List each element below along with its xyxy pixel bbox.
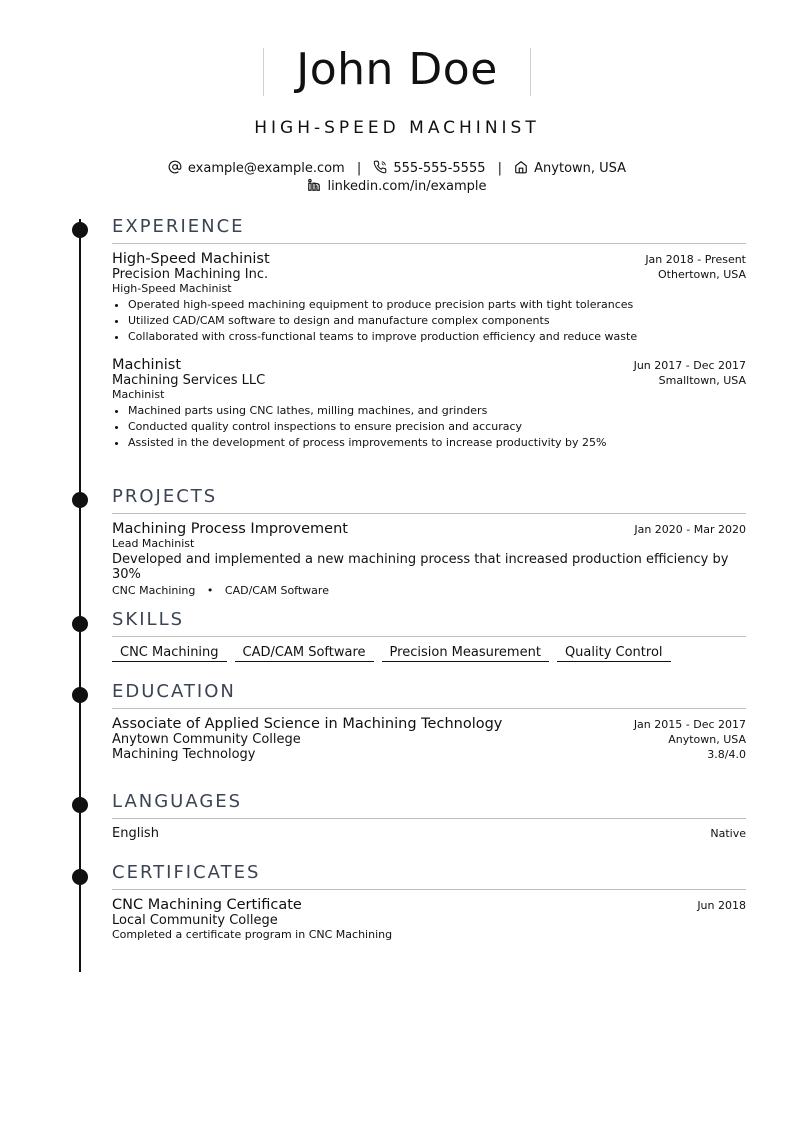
list-item: • Machined parts using CNC lathes, milling machines, and grinders bbox=[128, 403, 746, 419]
contact-line-2 bbox=[0, 178, 794, 196]
project-description: Developed and implemented a new machining process that increased production efficiency by 30% bbox=[112, 552, 729, 582]
responsibility-list bbox=[112, 297, 746, 345]
languages-section bbox=[112, 791, 746, 841]
school-name: Anytown Community College bbox=[112, 732, 301, 747]
section-title-education: EDUCATION bbox=[112, 681, 746, 709]
experience-entry bbox=[112, 251, 746, 345]
projects-section bbox=[112, 486, 746, 597]
contact-separator: | bbox=[497, 161, 503, 176]
certificate-entry bbox=[112, 897, 746, 941]
email-link[interactable]: example@example.com bbox=[187, 161, 345, 176]
project-name: Machining Process Improvement bbox=[112, 521, 348, 537]
entry-school-row bbox=[112, 732, 746, 747]
entry-header-row bbox=[112, 521, 746, 537]
list-item: • Collaborated with cross-functional teams to improve production efficiency and reduce waste bbox=[128, 329, 746, 345]
language-name: English bbox=[112, 826, 159, 841]
company-location: Othertown, USA bbox=[658, 268, 746, 281]
entry-header-row bbox=[112, 357, 746, 373]
timeline-dot-certificates bbox=[72, 869, 88, 885]
contact-line-1 bbox=[0, 160, 794, 178]
date-range: Jun 2017 - Dec 2017 bbox=[633, 359, 746, 372]
section-title-skills: SKILLS bbox=[112, 609, 746, 637]
job-title: HIGH-SPEED MACHINIST bbox=[254, 118, 540, 138]
date-range: Jan 2018 - Present bbox=[645, 253, 746, 266]
candidate-name: John Doe bbox=[296, 44, 498, 95]
timeline-dot-experience bbox=[72, 222, 88, 238]
linkedin-icon bbox=[307, 178, 321, 192]
phone-number: 555-555-5555 bbox=[393, 161, 486, 176]
timeline-dot-education bbox=[72, 687, 88, 703]
skill-tag: CNC Machining bbox=[112, 645, 227, 662]
at-sign-icon bbox=[168, 160, 182, 174]
experience-section bbox=[112, 216, 746, 451]
education-entry bbox=[112, 716, 746, 762]
certificate-name: CNC Machining Certificate bbox=[112, 897, 302, 913]
role-label: High-Speed Machinist bbox=[112, 282, 232, 295]
role-label: Machinist bbox=[112, 388, 165, 401]
phone-icon bbox=[373, 160, 387, 174]
company-location: Smalltown, USA bbox=[658, 374, 746, 387]
skill-tags bbox=[112, 645, 746, 662]
date-range: Jan 2015 - Dec 2017 bbox=[633, 718, 746, 731]
language-level: Native bbox=[710, 827, 746, 840]
company-name: Precision Machining Inc. bbox=[112, 267, 269, 282]
section-title-projects: PROJECTS bbox=[112, 486, 746, 514]
certificate-description: Completed a certificate program in CNC Machining bbox=[112, 928, 393, 941]
skill-tag: Precision Measurement bbox=[382, 645, 549, 662]
section-title-certificates: CERTIFICATES bbox=[112, 862, 746, 890]
certificates-section bbox=[112, 862, 746, 941]
date-range: Jan 2020 - Mar 2020 bbox=[634, 523, 746, 536]
gpa: 3.8/4.0 bbox=[707, 748, 746, 761]
entry-header-row bbox=[112, 897, 746, 913]
tech-item: CNC Machining bbox=[112, 584, 196, 597]
tech-item: CAD/CAM Software bbox=[224, 584, 329, 597]
name-block bbox=[263, 44, 531, 96]
section-title-languages: LANGUAGES bbox=[112, 791, 746, 819]
home-icon bbox=[514, 160, 528, 174]
certificate-date: Jun 2018 bbox=[697, 899, 746, 912]
skill-tag: Quality Control bbox=[557, 645, 671, 662]
certificate-issuer: Local Community College bbox=[112, 913, 278, 928]
contact-separator: | bbox=[356, 161, 362, 176]
entry-field-row bbox=[112, 747, 746, 762]
list-item: • Conducted quality control inspections to ensure precision and accuracy bbox=[128, 419, 746, 435]
project-entry bbox=[112, 521, 746, 597]
entry-company-row bbox=[112, 373, 746, 388]
position-title: Machinist bbox=[112, 357, 182, 373]
education-section bbox=[112, 681, 746, 762]
tech-separator: • bbox=[206, 584, 214, 597]
entry-language-row bbox=[112, 826, 746, 841]
list-item: • Utilized CAD/CAM software to design and manufacture complex components bbox=[128, 313, 746, 329]
project-tech bbox=[112, 584, 746, 597]
timeline-dot-languages bbox=[72, 797, 88, 813]
language-entry bbox=[112, 826, 746, 841]
entry-header-row bbox=[112, 251, 746, 267]
entry-company-row bbox=[112, 267, 746, 282]
experience-entry bbox=[112, 357, 746, 451]
section-title-experience: EXPERIENCE bbox=[112, 216, 746, 244]
degree-name: Associate of Applied Science in Machining Technology bbox=[112, 716, 503, 732]
timeline-dot-skills bbox=[72, 616, 88, 632]
list-item: • Operated high-speed machining equipment to produce precision parts with tight tolerances bbox=[128, 297, 746, 313]
field-of-study: Machining Technology bbox=[112, 747, 256, 762]
location: Anytown, USA bbox=[534, 161, 627, 176]
timeline-dot-projects bbox=[72, 492, 88, 508]
responsibility-list bbox=[112, 403, 746, 451]
company-name: Machining Services LLC bbox=[112, 373, 266, 388]
linkedin-link[interactable]: linkedin.com/in/example bbox=[327, 179, 487, 194]
project-role: Lead Machinist bbox=[112, 537, 195, 550]
school-location: Anytown, USA bbox=[668, 733, 746, 746]
position-title: High-Speed Machinist bbox=[112, 251, 270, 267]
timeline-line bbox=[79, 219, 81, 972]
skills-section bbox=[112, 609, 746, 662]
contact-info bbox=[0, 160, 794, 196]
list-item: • Assisted in the development of process improvements to increase productivity by 25% bbox=[128, 435, 746, 451]
skill-tag: CAD/CAM Software bbox=[235, 645, 374, 662]
entry-header-row bbox=[112, 716, 746, 732]
